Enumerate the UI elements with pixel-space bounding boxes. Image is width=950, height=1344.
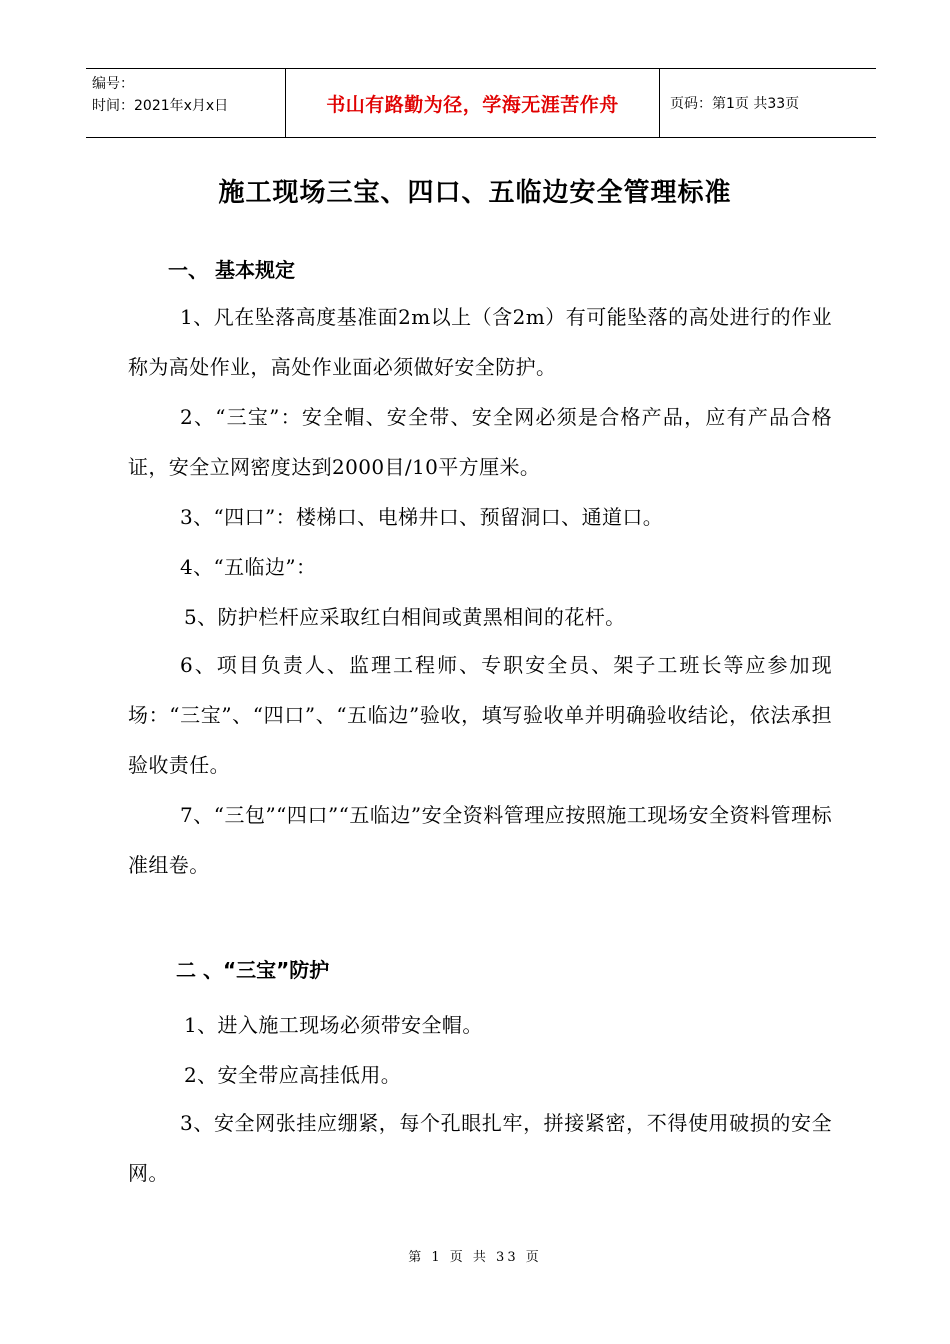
paragraph-2-1: [128, 1000, 832, 1050]
document-time: 时间：2021年x月x日: [92, 98, 229, 114]
paragraph-text: 7、“三包”“四口”“五临边”安全资料管理应按照施工现场安全资料管理标准组卷。: [128, 803, 832, 877]
document-number-label: 编号：: [92, 76, 134, 92]
paragraph-2-2: [128, 1050, 832, 1100]
paragraph-text: 6、项目负责人、监理工程师、专职安全员、架子工班长等应参加现场：“三宝”、“四口”、“五临边”验收，填写验收单并明确验收结论，依法承担验收责任。: [128, 653, 832, 777]
paragraph-1-6: [128, 640, 832, 790]
paragraph-1-2: [128, 392, 832, 492]
paragraph-text: 1、凡在坠落高度基准面2m以上（含2m）有可能坠落的高处进行的作业称为高处作业，高处作业面必须做好安全防护。: [128, 305, 832, 379]
paragraph-text: 3、“四口”：楼梯口、电梯井口、预留洞口、通道口。: [180, 505, 664, 529]
document-header: [86, 68, 876, 138]
paragraph-text: 2、“三宝”：安全帽、安全带、安全网必须是合格产品，应有产品合格证，安全立网密度达到2000目/10平方厘米。: [128, 405, 832, 479]
paragraph-1-3: [128, 492, 832, 542]
paragraph-1-1: [128, 292, 832, 392]
paragraph-text: 4、“五临边”：: [180, 555, 317, 579]
paragraph-1-5: [128, 592, 832, 642]
header-page-info: 页码：第1页 共33页: [670, 96, 800, 112]
paragraph-text: 3、安全网张挂应绷紧，每个孔眼扎牢，拼接紧密，不得使用破损的安全网。: [128, 1111, 832, 1185]
header-meta: [86, 69, 286, 137]
document-title: 施工现场三宝、四口、五临边安全管理标准: [218, 178, 732, 208]
paragraph-text: 5、防护栏杆应采取红白相间或黄黑相间的花杆。: [184, 605, 626, 629]
section-heading-2: 二 、“三宝”防护: [176, 958, 330, 982]
paragraph-2-3: [128, 1098, 832, 1198]
section-heading-1: 一、 基本规定: [168, 258, 295, 282]
header-motto: 书山有路勤为径，学海无涯苦作舟: [286, 69, 660, 137]
paragraph-text: 1、进入施工现场必须带安全帽。: [184, 1013, 483, 1037]
page-footer: 第 1 页 共 33 页: [408, 1250, 542, 1265]
paragraph-text: 2、安全带应高挂低用。: [184, 1063, 402, 1087]
paragraph-1-4: [128, 542, 832, 592]
paragraph-1-7: [128, 790, 832, 890]
